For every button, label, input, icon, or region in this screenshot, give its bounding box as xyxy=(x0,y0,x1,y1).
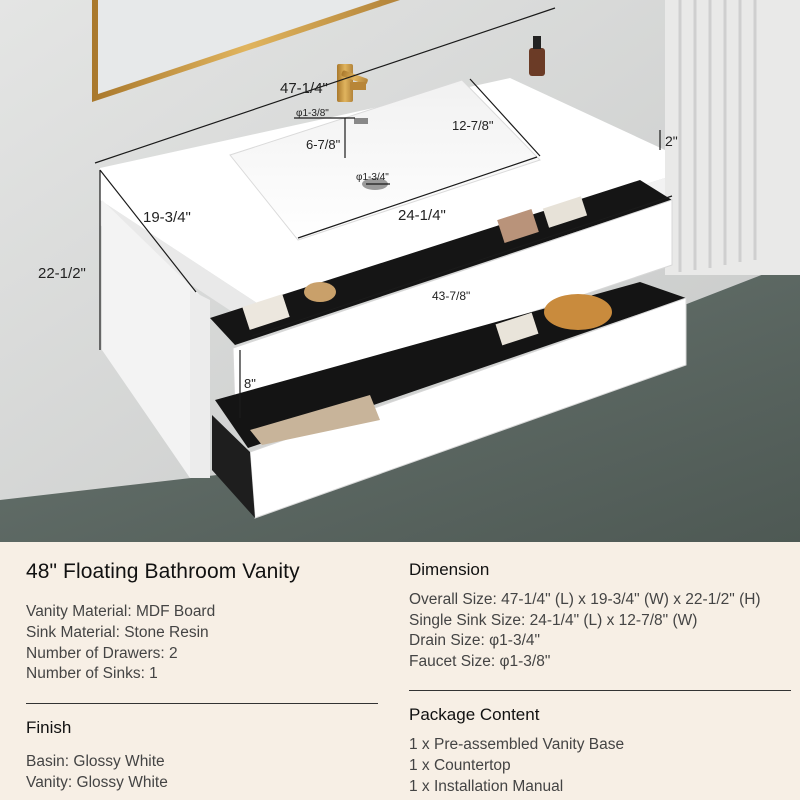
product-title: 48" Floating Bathroom Vanity xyxy=(26,560,300,583)
right-column xyxy=(409,560,791,797)
dim-top-thickness: 2" xyxy=(665,133,678,149)
dim-overall-length: 47-1/4" xyxy=(280,80,328,97)
dim-depth: 19-3/4" xyxy=(143,209,191,226)
section-divider xyxy=(26,703,378,704)
finish-line: Basin: Glossy White xyxy=(26,753,165,771)
info-panel xyxy=(0,542,800,800)
dimension-line: Faucet Size: φ1-3/8" xyxy=(409,652,551,670)
spec-line: Number of Sinks: 1 xyxy=(26,665,158,683)
section-divider xyxy=(409,690,791,691)
dim-drawer-width: 43-7/8" xyxy=(432,289,471,303)
package-title: Package Content xyxy=(409,705,540,725)
finish-title: Finish xyxy=(26,718,72,738)
dim-faucet-hole: φ1-3/8" xyxy=(296,108,329,119)
dimension-line: Drain Size: φ1-3/4" xyxy=(409,632,540,650)
dim-height: 22-1/2" xyxy=(38,265,86,282)
dim-sink-depth: 6-7/8" xyxy=(306,137,341,152)
package-line: 1 x Installation Manual xyxy=(409,777,564,795)
dim-drawer-height: 8" xyxy=(244,376,256,391)
package-line: 1 x Countertop xyxy=(409,756,511,774)
spec-line: Sink Material: Stone Resin xyxy=(26,623,209,641)
dim-sink-width: 12-7/8" xyxy=(452,118,494,133)
finish-line: Vanity: Glossy White xyxy=(26,773,168,791)
overflow-hole xyxy=(354,118,368,124)
dimension-line: Single Sink Size: 24-1/4" (L) x 12-7/8" (W) xyxy=(409,611,698,629)
spec-line: Number of Drawers: 2 xyxy=(26,644,178,662)
fluted-wall-panel xyxy=(665,0,800,275)
spec-line: Vanity Material: MDF Board xyxy=(26,603,216,620)
dimension-line: Overall Size: 47-1/4" (L) x 19-3/4" (W) x 22-1/2" (H) xyxy=(409,591,761,608)
package-line: 1 x Pre-assembled Vanity Base xyxy=(409,736,625,754)
dimension-title: Dimension xyxy=(409,560,490,579)
dim-sink-length: 24-1/4" xyxy=(398,207,446,224)
dim-drain: φ1-3/4" xyxy=(356,172,389,183)
left-column xyxy=(26,560,378,794)
